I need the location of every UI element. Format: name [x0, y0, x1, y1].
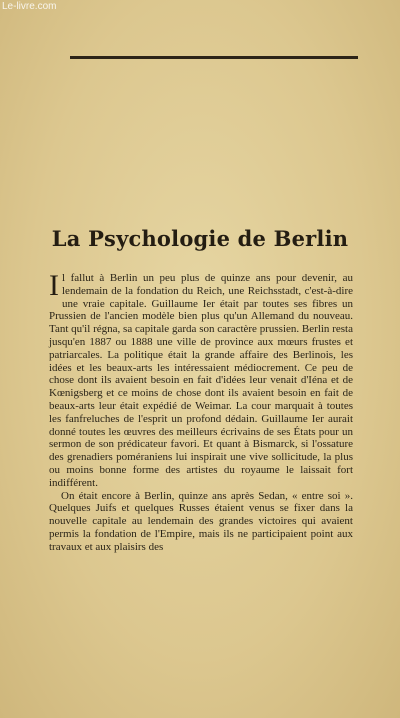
paragraph-1	[49, 269, 353, 490]
paragraph-2: On était encore à Berlin, quinze ans après Sedan, « entre soi ». Quelques Juifs et quelques Russes étaient venus se fixer dans la nouvelle capitale au lendemain des grandes victoires qui avaient permis la fondation de l'Empire, mais ils ne participaient point aux travaux et aux plaisirs des	[49, 489, 353, 553]
header-rule	[70, 56, 358, 59]
body-text	[49, 269, 353, 554]
paragraph-1-text: l fallut à Berlin un peu plus de quinze ans pour devenir, au lendemain de la fondation du Reich, une Reichsstadt, c'est-à-dire une vraie capitale. Guillaume Ier était par toutes ses fibres un Prussien de l'ancien modèle bien plus qu'un Allemand du nouveau. Tant qu'il régna, sa capitale garda son caractère prussien. Berlin resta jusqu'en 1887 ou 1888 une ville de province aux mœurs frustes et patriarcales. La politique était la grande affaire des Berlinois, les idées et les beaux-arts les intéressaient médiocrement. Ce peu de chose dont ils avaient besoin en fait d'idées leur venait d'Iéna et de Kœnigsberg et ce moins de chose dont ils avaient besoin en fait de beaux-arts leur était expédié de Weimar. La cour marquait à toutes les fanfreluches de l'esprit un profond dédain. Guillaume Ier aurait donné toutes les œuvres des meilleurs écrivains de ses États pour un sermon de son prédicateur favori. Et quant à Bismarck, si l'ossature des grenadiers poméraniens lui inspirait une vive sollicitude, la plus ou moins bonne forme des artistes du royaume le laissait fort indifférent.	[49, 272, 353, 489]
chapter-title: La Psychologie de Berlin	[51, 226, 349, 251]
site-watermark: Le-livre.com	[2, 1, 57, 12]
drop-cap: I	[49, 269, 59, 302]
